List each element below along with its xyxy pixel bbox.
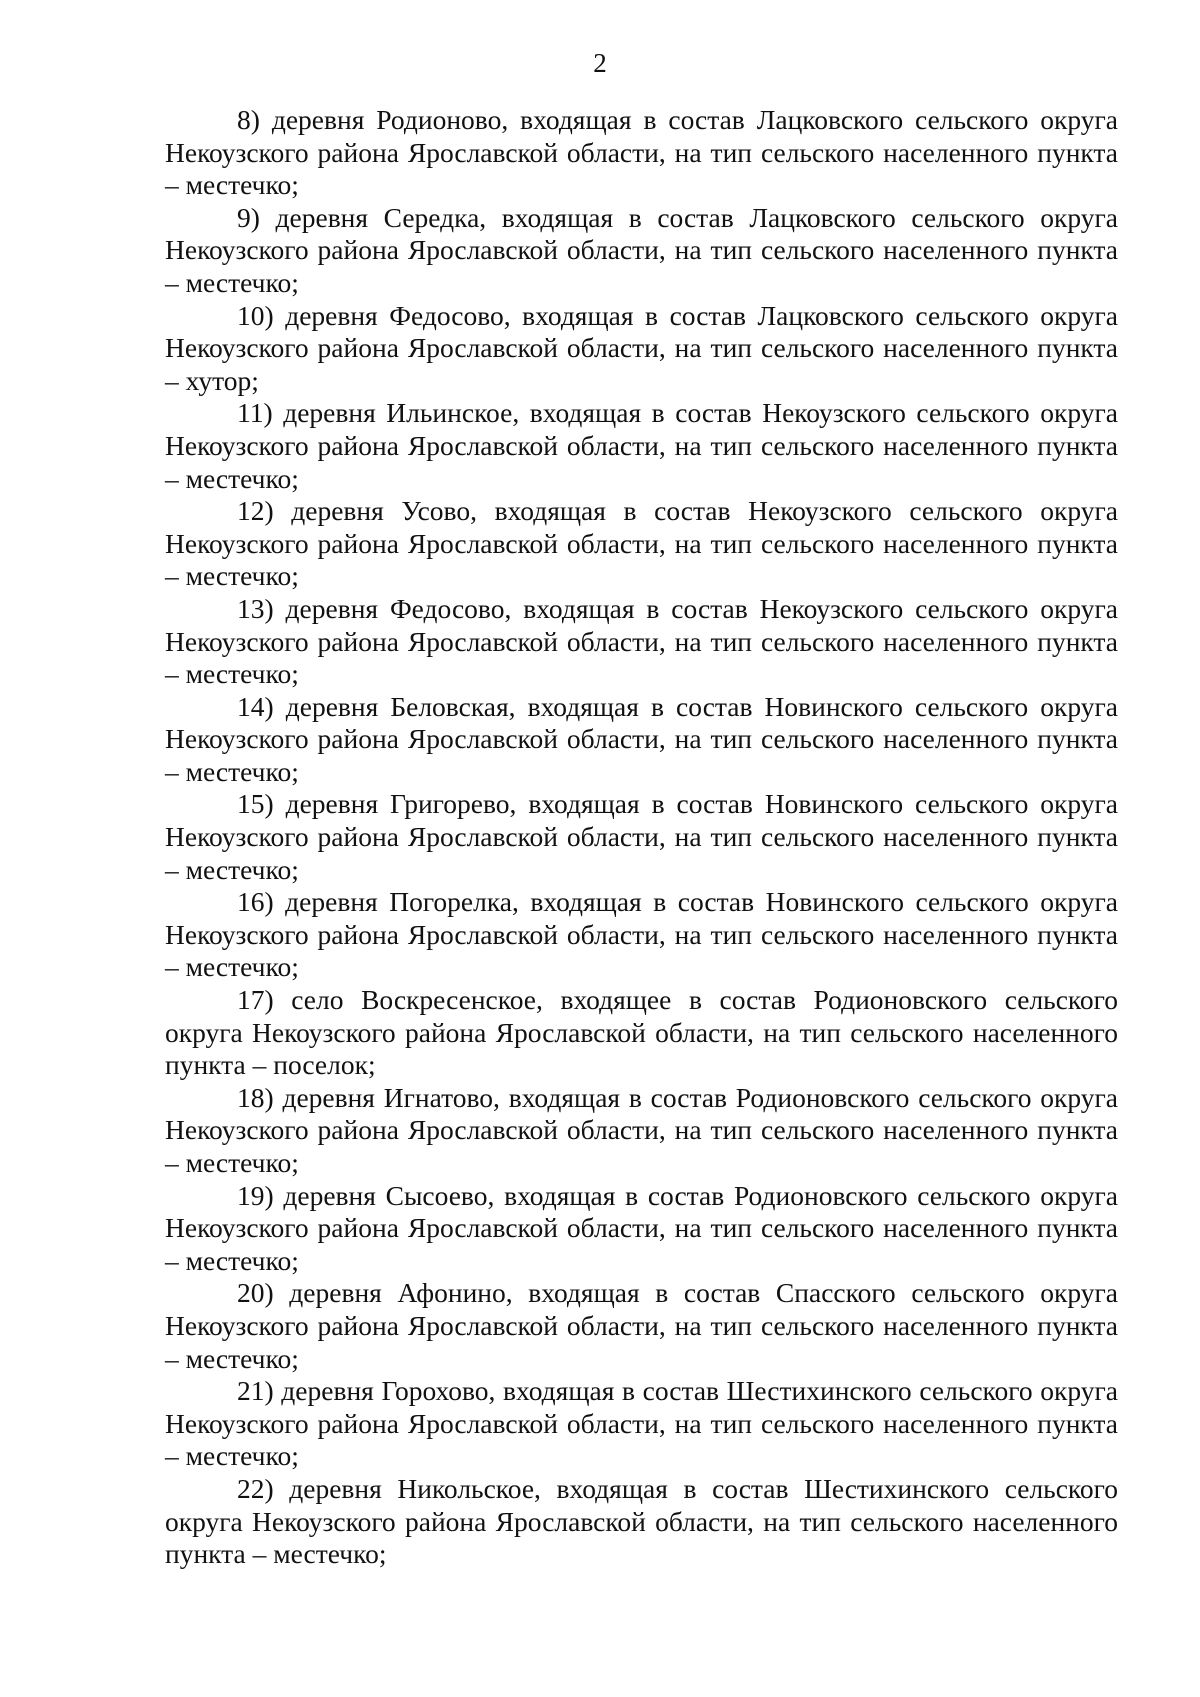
list-item: 9) деревня Середка, входящая в состав Лацковского сельского округа Некоузского района Ярославской области, на тип сельского населенного пункта – местечко; [165,201,1118,298]
list-item: 11) деревня Ильинское, входящая в состав Некоузского сельского округа Некоузского района Ярославской области, на тип сельского населенного пункта – местечко; [165,397,1118,494]
page-number: 2 [593,48,607,78]
list-item: 18) деревня Игнатово, входящая в состав Родионовского сельского округа Некоузского района Ярославской области, на тип сельского населенного пункта – местечко; [165,1081,1118,1178]
list-item: 17) село Воскресенское, входящее в состав Родионовского сельского округа Некоузского района Ярославской области, на тип сельского населенного пункта – поселок; [165,984,1118,1081]
list-item: 15) деревня Григорево, входящая в состав Новинского сельского округа Некоузского района Ярославской области, на тип сельского населенного пункта – местечко; [165,788,1118,885]
list-item: 10) деревня Федосово, входящая в состав Лацковского сельского округа Некоузского района Ярославской области, на тип сельского населенного пункта – хутор; [165,299,1118,396]
list-item: 14) деревня Беловская, входящая в состав Новинского сельского округа Некоузского района Ярославской области, на тип сельского населенного пункта – местечко; [165,690,1118,787]
list-item: 21) деревня Горохово, входящая в состав Шестихинского сельского округа Некоузского района Ярославской области, на тип сельского населенного пункта – местечко; [165,1375,1118,1472]
document-body [165,104,1118,1571]
list-item: 12) деревня Усово, входящая в состав Некоузского сельского округа Некоузского района Ярославской области, на тип сельского населенного пункта – местечко; [165,495,1118,592]
list-item: 22) деревня Никольское, входящая в состав Шестихинского сельского округа Некоузского района Ярославской области, на тип сельского населенного пункта – местечко; [165,1472,1118,1570]
list-item: 20) деревня Афонино, входящая в состав Спасского сельского округа Некоузского района Ярославской области, на тип сельского населенного пункта – местечко; [165,1277,1118,1374]
list-item: 8) деревня Родионово, входящая в состав Лацковского сельского округа Некоузского района Ярославской области, на тип сельского населенного пункта – местечко; [165,104,1118,201]
list-item: 13) деревня Федосово, входящая в состав Некоузского сельского округа Некоузского района Ярославской области, на тип сельского населенного пункта – местечко; [165,592,1118,690]
list-item: 19) деревня Сысоево, входящая в состав Родионовского сельского округа Некоузского района Ярославской области, на тип сельского населенного пункта – местечко; [165,1179,1118,1276]
list-item: 16) деревня Погорелка, входящая в состав Новинского сельского округа Некоузского района Ярославской области, на тип сельского населенного пункта – местечко; [165,886,1118,983]
